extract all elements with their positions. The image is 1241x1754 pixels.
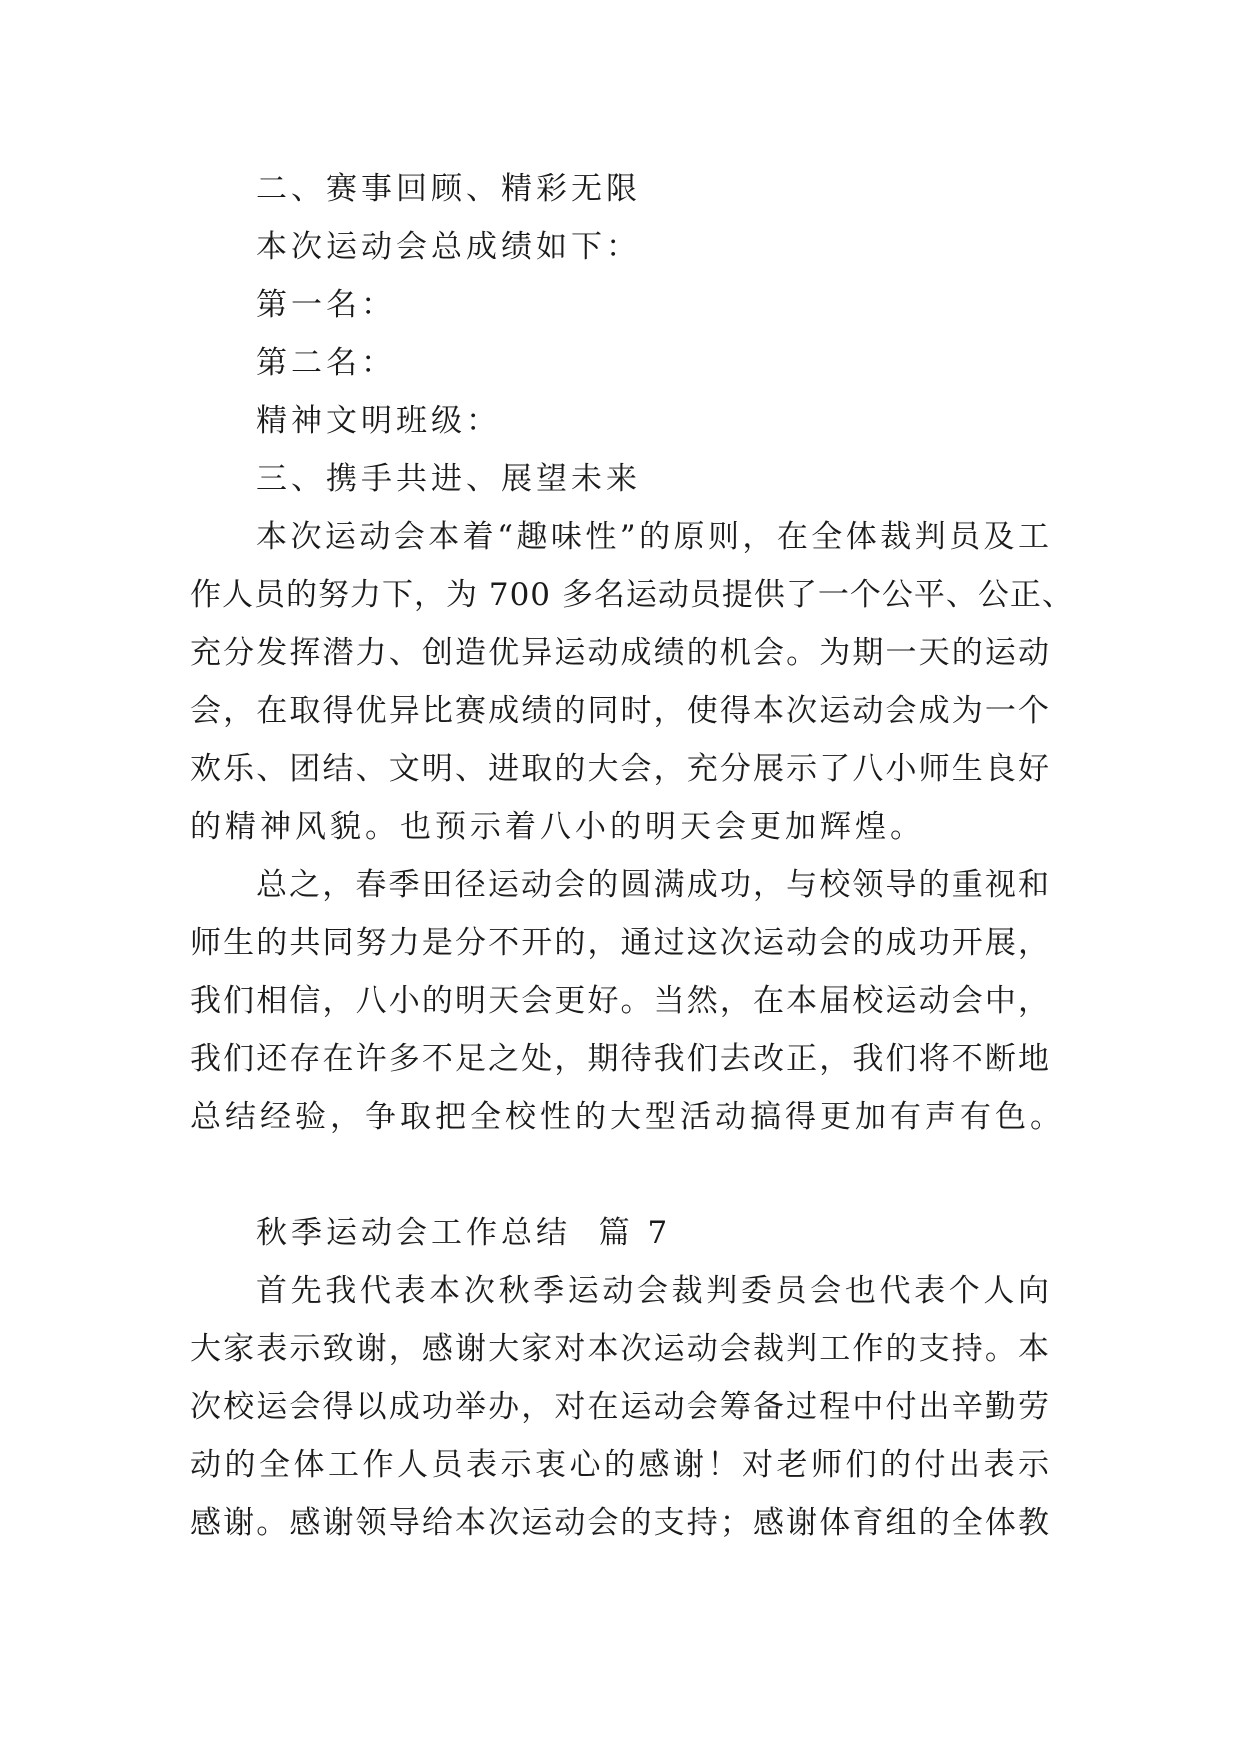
paragraph-line: 感谢。感谢领导给本次运动会的支持；感谢体育组的全体教: [190, 1505, 1050, 1541]
results-intro: 本次运动会总成绩如下：: [256, 229, 641, 265]
paragraph-line: 本次运动会本着“趣味性”的原则，在全体裁判员及工: [256, 519, 1050, 555]
first-place-line: 第一名：: [256, 287, 396, 323]
paragraph-line: 首先我代表本次秋季运动会裁判委员会也代表个人向: [256, 1273, 1050, 1309]
section-heading: 三、携手共进、展望未来: [256, 461, 641, 497]
paragraph-line: 会，在取得优异比赛成绩的同时，使得本次运动会成为一个: [190, 693, 1050, 729]
paragraph-line: 我们相信，八小的明天会更好。当然，在本届校运动会中，: [190, 983, 1050, 1019]
second-place-line: 第二名：: [256, 345, 396, 381]
section-spacer: [190, 1146, 1050, 1204]
document-body: [190, 160, 1074, 1552]
paragraph-line: 作人员的努力下，为 700 多名运动员提供了一个公平、公正、: [190, 577, 1074, 613]
paragraph-line: 次校运会得以成功举办，对在运动会筹备过程中付出辛勤劳: [190, 1389, 1050, 1425]
paragraph-line: 动的全体工作人员表示衷心的感谢！对老师们的付出表示: [190, 1447, 1050, 1483]
civilized-class-line: 精神文明班级：: [256, 403, 501, 439]
paragraph-line: 欢乐、团结、文明、进取的大会，充分展示了八小师生良好: [190, 751, 1050, 787]
section-heading: 二、赛事回顾、精彩无限: [256, 171, 641, 207]
paragraph-line: 我们还存在许多不足之处，期待我们去改正，我们将不断地: [190, 1041, 1050, 1077]
paragraph-line: 的精神风貌。也预示着八小的明天会更加辉煌。: [190, 809, 925, 845]
paragraph-line: 师生的共同努力是分不开的，通过这次运动会的成功开展，: [190, 925, 1050, 961]
paragraph-line: 充分发挥潜力、创造优异运动成绩的机会。为期一天的运动: [190, 635, 1050, 671]
paragraph-line: 大家表示致谢，感谢大家对本次运动会裁判工作的支持。本: [190, 1331, 1050, 1367]
paragraph-line: 总结经验，争取把全校性的大型活动搞得更加有声有色。: [190, 1099, 1065, 1135]
article-title: 秋季运动会工作总结 篇 7: [256, 1215, 672, 1251]
paragraph-line: 总之，春季田径运动会的圆满成功，与校领导的重视和: [256, 867, 1050, 903]
